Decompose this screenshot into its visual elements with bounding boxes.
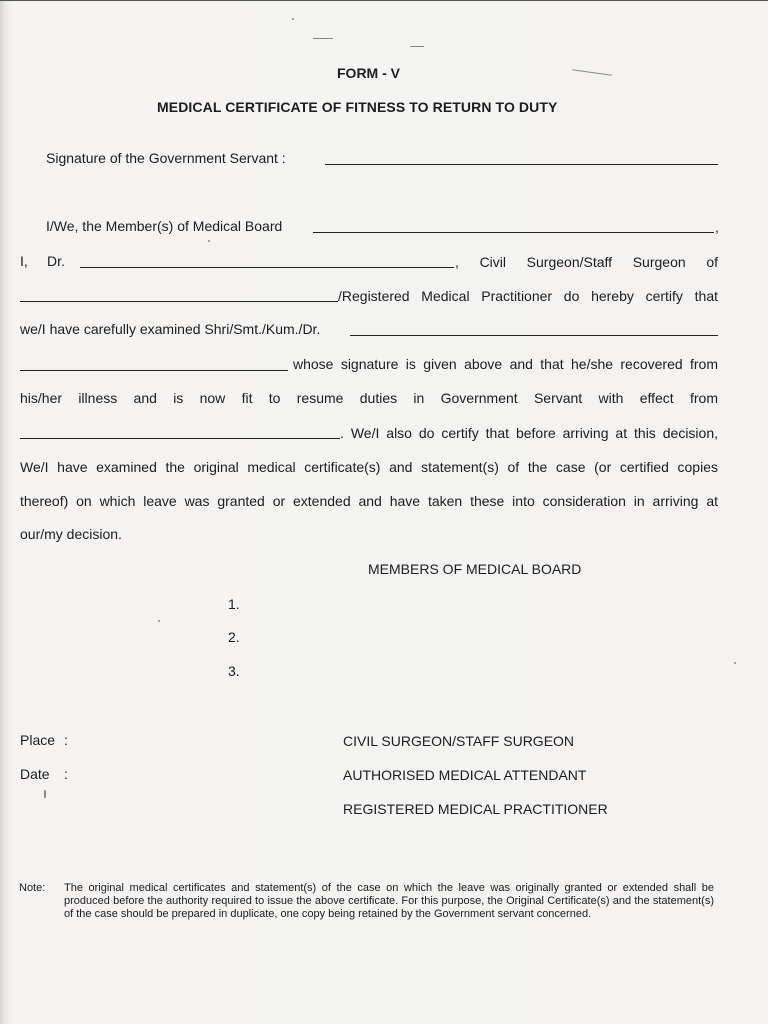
board-line	[313, 232, 714, 233]
form-number: FORM - V	[337, 65, 400, 81]
scan-speck	[208, 240, 210, 242]
member-number-3: 3.	[228, 663, 240, 679]
body-line-1: We/I have examined the original medical certificate(s) and statement(s) of the case (or certified copies	[20, 459, 718, 475]
scan-speck	[734, 662, 736, 664]
body-line-2: thereof) on which leave was granted or extended and have taken these into consideration in arriving at	[20, 493, 718, 509]
form-title: MEDICAL CERTIFICATE OF FITNESS TO RETURN TO DUTY	[157, 99, 558, 115]
certify-text: /Registered Medical Practitioner do hereby certify that	[338, 288, 718, 304]
note-text: The original medical certificates and statement(s) of the case on which the leave was originally granted or extended shall be produced before the authority required to issue the above certificate. For this purpose, the Original Certificate(s) and the statement(s) of the case should be prepared in duplicate, one copy being retained by the Government servant concerned.	[64, 882, 714, 920]
place-colon: :	[64, 732, 68, 748]
member-number-1: 1.	[228, 596, 240, 612]
effective-date-line	[20, 438, 340, 439]
note-label: Note:	[19, 882, 46, 894]
scan-speck	[410, 46, 424, 47]
dr-trail: , Civil Surgeon/Staff Surgeon of	[455, 254, 718, 270]
dr-prefix: I,	[20, 253, 28, 269]
examined-text: we/I have carefully examined Shri/Smt./Kum./Dr.	[20, 321, 321, 337]
dr-label: Dr.	[47, 253, 65, 269]
board-trail: ,	[715, 219, 719, 235]
board-label: I/We, the Member(s) of Medical Board	[46, 218, 283, 234]
member-number-2: 2.	[228, 629, 240, 645]
body-line-3: our/my decision.	[20, 526, 122, 542]
place-label: Place	[20, 732, 56, 748]
patient-name-line-2	[20, 370, 288, 371]
scan-top-edge	[0, 0, 768, 1]
whose-text: whose signature is given above and that he/she recovered from	[293, 356, 718, 372]
scan-speck	[292, 18, 294, 20]
signature-line	[325, 164, 718, 165]
date-colon: :	[64, 766, 68, 782]
designation-civil-surgeon: CIVIL SURGEON/STAFF SURGEON	[343, 733, 575, 749]
dr-name-line	[80, 267, 454, 268]
designation-medical-attendant: AUTHORISED MEDICAL ATTENDANT	[343, 767, 587, 783]
scan-speck	[572, 69, 612, 76]
scan-speck	[158, 620, 160, 622]
date-label: Date	[20, 766, 50, 782]
also-text: . We/I also do certify that before arriving at this decision,	[340, 425, 718, 441]
scan-speck	[44, 790, 46, 798]
members-heading: MEMBERS OF MEDICAL BOARD	[368, 561, 582, 577]
signature-label: Signature of the Government Servant :	[46, 150, 286, 166]
patient-name-line	[350, 335, 718, 336]
designation-medical-practitioner: REGISTERED MEDICAL PRACTITIONER	[343, 801, 608, 817]
illness-text: his/her illness and is now fit to resume duties in Government Servant with effect from	[20, 390, 718, 406]
institution-line	[20, 301, 338, 302]
scan-speck	[313, 38, 333, 39]
